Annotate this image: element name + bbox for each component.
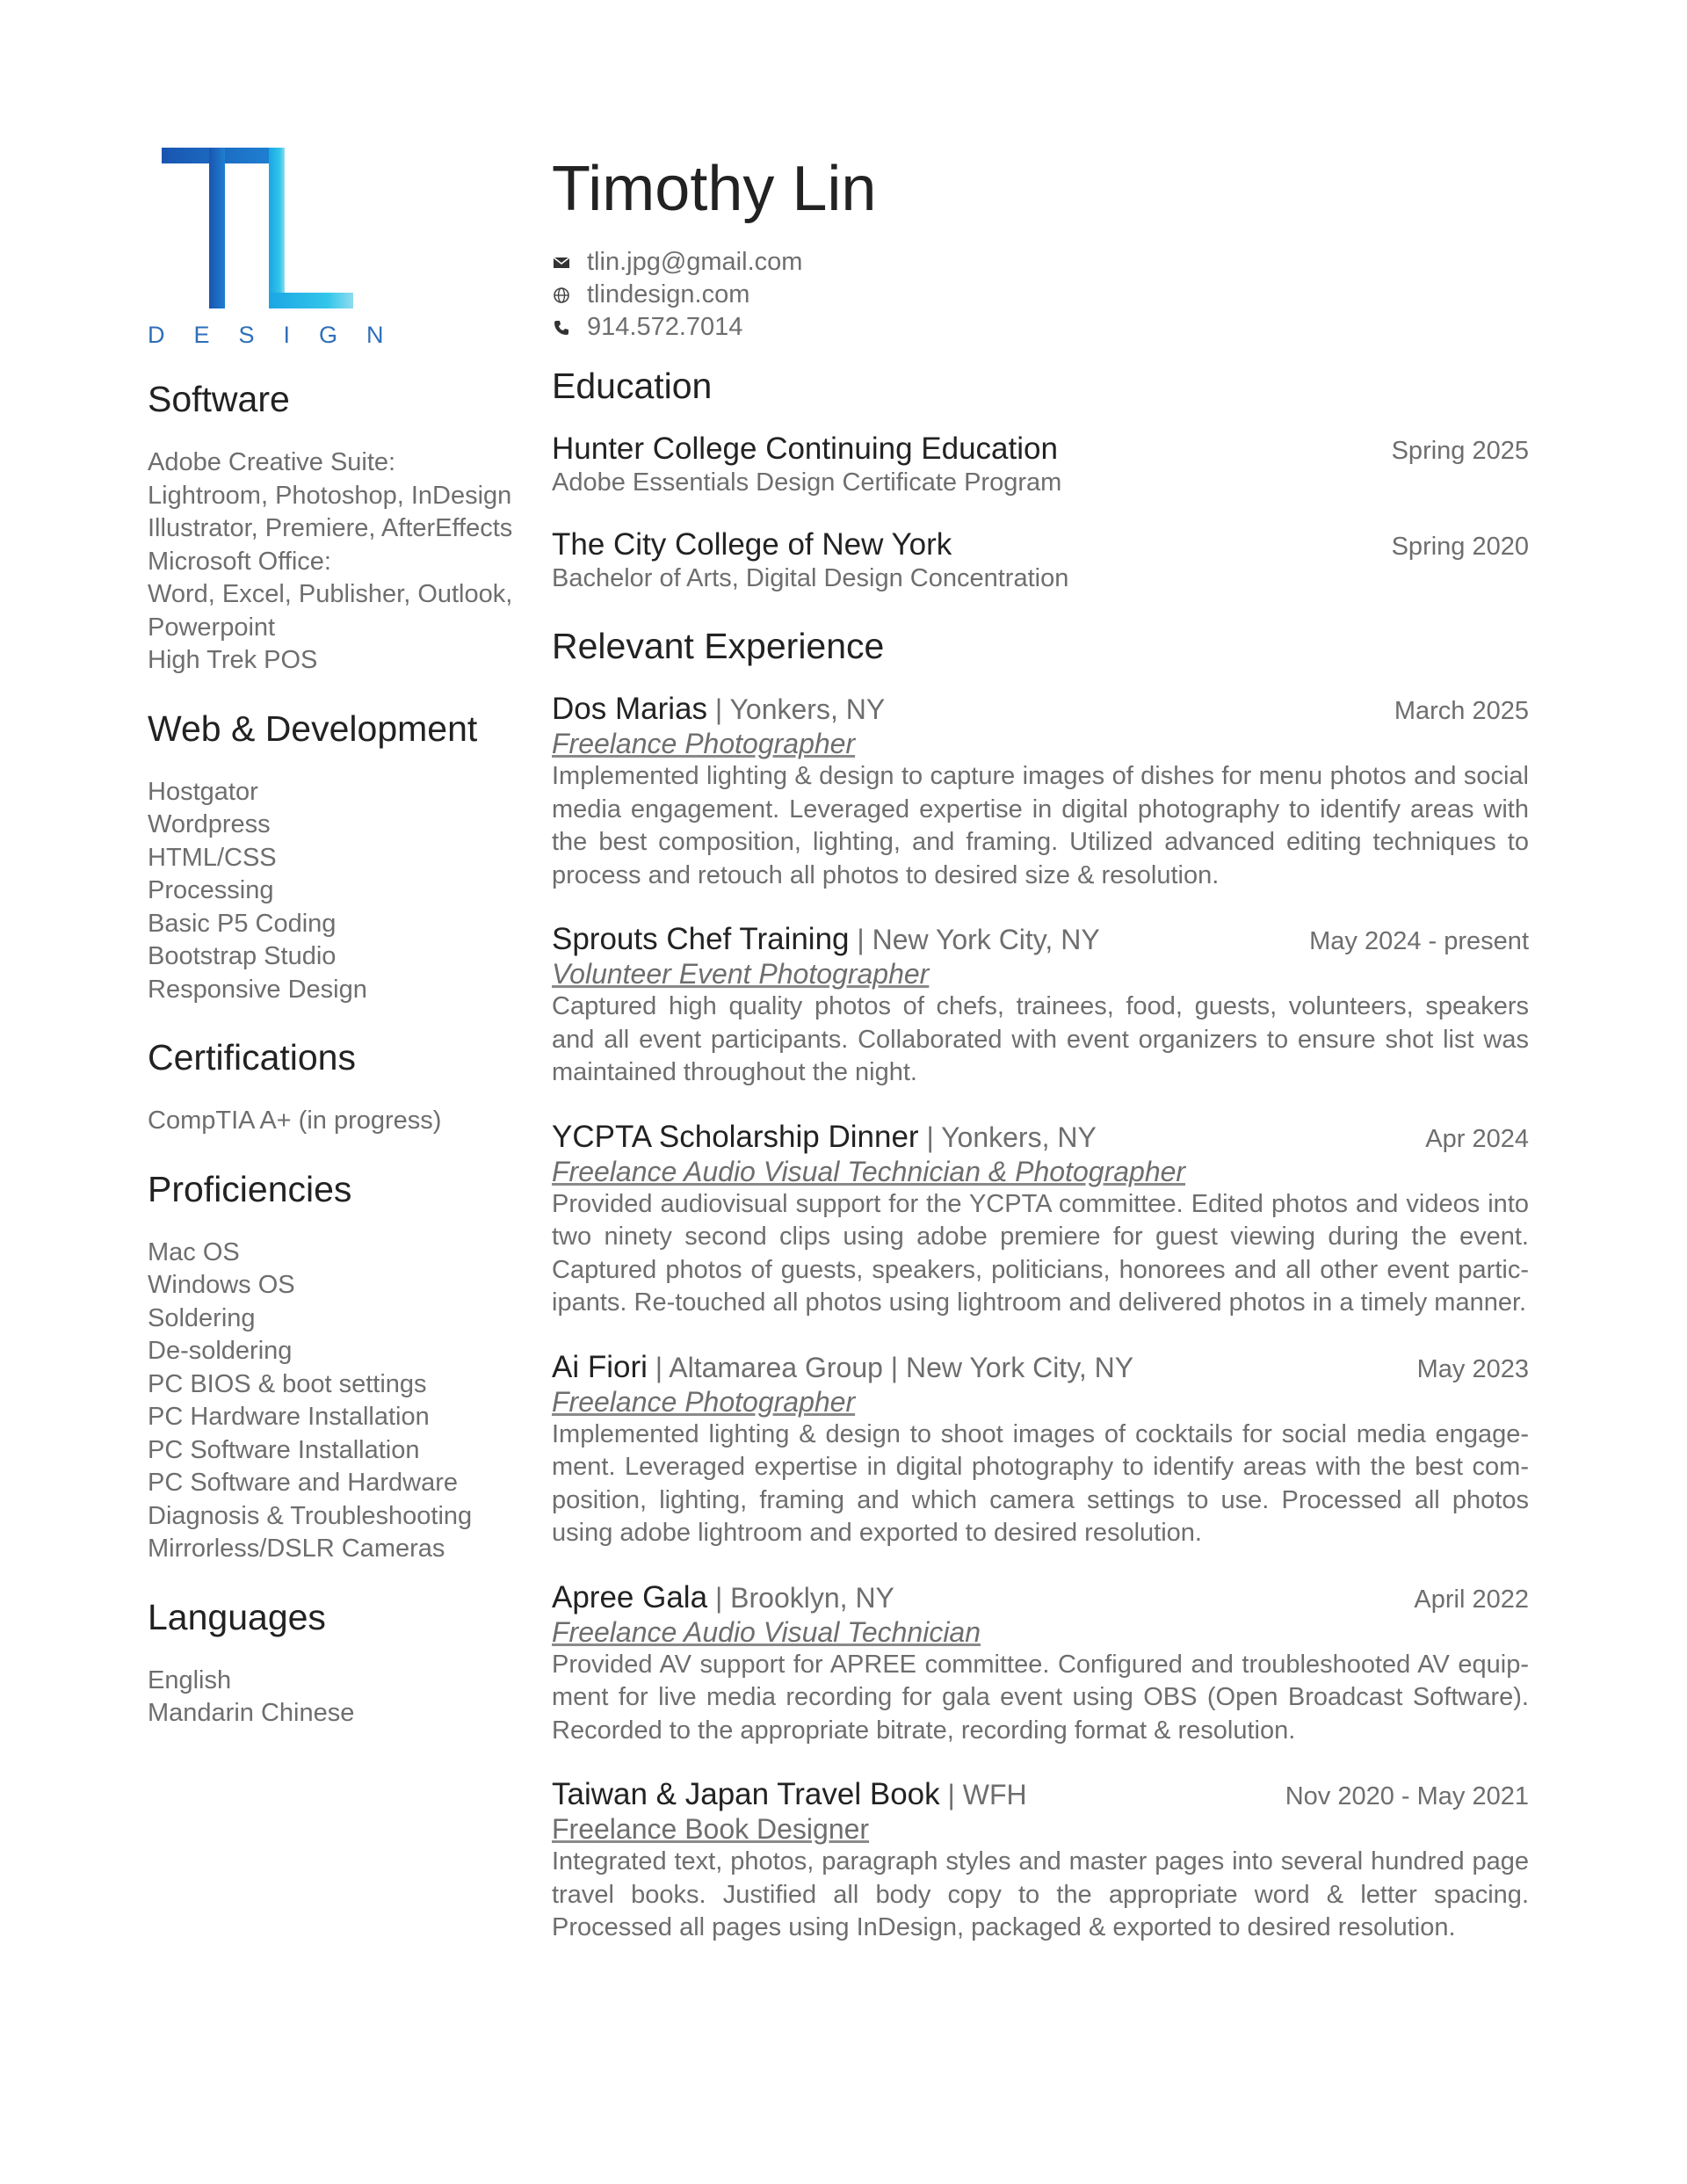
languages-section [148,1594,534,1731]
education-program: Adobe Essentials Design Certificate Program [552,468,1062,497]
proficiency-item: Windows OS [148,1271,295,1299]
experience-role: Freelance Photographer [552,1385,856,1418]
experience-entry [552,1350,1529,1550]
software-section [148,376,534,678]
experience-description: Provided AV support for APREE committee. Configured and troubleshooted AV equip-ment for live media recording for gala event using OBS (Open Broadcast Software). Recorded to the appropriate bitrate, recording format & resolution. [552,1650,1529,1745]
experience-heading: Relevant Experience [552,626,885,666]
experience-entry [552,692,1529,892]
web-dev-item: Wordpress [148,810,271,838]
language-item: English [148,1665,232,1694]
education-date: Spring 2020 [1391,533,1529,561]
software-item: Lightroom, Photoshop, InDesign [148,481,512,510]
web-dev-section [148,706,534,1007]
software-item: Powerpoint [148,613,276,642]
school-name: Hunter College Continuing Education [552,432,1058,466]
proficiencies-heading: Proficiencies [148,1168,352,1209]
experience-role: Freelance Audio Visual Technician [552,1615,981,1648]
email-text[interactable]: tlin.jpg@gmail.com [587,248,803,276]
experience-role: Freelance Photographer [552,728,856,759]
education-heading: Education [552,366,713,406]
proficiency-item: Mac OS [148,1237,240,1266]
globe-icon [552,286,571,305]
language-item: Mandarin Chinese [148,1699,355,1727]
person-name: Timothy Lin [552,154,877,224]
experience-description: Captured high quality photos of chefs, trainees, food, guests, volunteers, speakers and all event participants. Collaborated with event organizers to ensure shot list was maintained throughout the night. [552,992,1529,1086]
experience-org: Dos Marias [552,692,707,726]
experience-date: April 2022 [1414,1585,1529,1614]
experience-description: Implemented lighting & design to capture images of dishes for menu photos and social media engagement. Leveraged expertise in digital photography to identify areas with the best composition, lighting, and framing. Utilized advanced editing techniques to process and retouch all photos to desired size & resolution. [552,762,1529,889]
certification-item: CompTIA A+ (in progress) [148,1107,442,1135]
certifications-heading: Certifications [148,1037,356,1077]
web-dev-item: HTML/CSS [148,843,277,872]
envelope-icon [552,253,571,272]
experience-org: Ai Fiori [552,1349,648,1384]
software-heading: Software [148,379,290,419]
web-dev-item: Processing [148,876,274,904]
experience-org: YCPTA Scholarship Dinner [552,1119,919,1154]
web-dev-item: Bootstrap Studio [148,942,337,970]
proficiency-item: PC Software and Hardware [148,1469,458,1497]
software-item: Microsoft Office: [148,547,331,576]
experience-entry [552,1777,1529,1945]
proficiency-item: De-soldering [148,1337,293,1365]
experience-location: | WFH [939,1779,1027,1810]
software-item: High Trek POS [148,646,318,674]
experience-role: Freelance Audio Visual Technician & Photographer [552,1155,1186,1187]
web-dev-heading: Web & Development [148,707,478,749]
phone-text[interactable]: 914.572.7014 [587,313,743,341]
experience-role: Freelance Book Designer [552,1813,870,1845]
experience-date: March 2025 [1394,697,1529,725]
languages-heading: Languages [148,1596,326,1637]
experience-entry [552,1580,1529,1748]
proficiencies-section [148,1166,534,1566]
proficiency-item: PC Hardware Installation [148,1403,430,1431]
proficiency-item: PC BIOS & boot settings [148,1369,427,1398]
contact-phone[interactable] [552,311,1529,344]
proficiency-item: Diagnosis & Troubleshooting [148,1501,473,1530]
experience-description: Provided audiovisual support for the YCPTA committee. Edited photos and videos into two ninety second clips using adobe premiere for guest viewing during the event. Captured photos of guests, speakers, politicians, honorees and all other event partic-ipants. Re-touched all photos using lightroom and delivered photos in a timely manner. [552,1189,1529,1317]
experience-location: | Yonkers, NY [918,1121,1097,1153]
software-item: Word, Excel, Publisher, Outlook, [148,580,513,608]
education-program: Bachelor of Arts, Digital Design Concentration [552,564,1069,592]
proficiency-item: Soldering [148,1303,256,1332]
sidebar [148,376,534,1759]
experience-role: Volunteer Event Photographer [552,958,930,990]
tl-design-logo [148,148,413,359]
main-content [552,149,1529,1975]
certifications-section [148,1034,534,1138]
experience-description: Implemented lighting & design to shoot images of cocktails for social media engage-ment. Leveraged expertise in digital photography to identify areas with the best com-position, lighting, framing and which camera settings to use. Processed all photos using adobe lightroom and exported to desired resolution. [552,1419,1529,1547]
software-item: Illustrator, Premiere, AfterEffects [148,514,513,542]
experience-location: | Altamarea Group | New York City, NY [647,1351,1134,1383]
education-entry [552,432,1529,499]
experience-org: Apree Gala [552,1579,708,1614]
website-text[interactable]: tlindesign.com [587,280,750,308]
web-dev-item: Responsive Design [148,975,367,1004]
logo-wordmark: DESIGN [148,322,413,348]
experience-location: | New York City, NY [849,924,1100,955]
experience-org: Sprouts Chef Training [552,922,850,956]
experience-date: Nov 2020 - May 2021 [1285,1782,1529,1810]
experience-entry [552,922,1529,1090]
experience-date: May 2024 - present [1309,927,1529,955]
experience-description: Integrated text, photos, paragraph styles and master pages into several hundred page travel books. Justified all body copy to the appropriate word & letter spacing. Processed all pages using InDesign, packaged & exported to desired resolution. [552,1847,1529,1941]
education-entry [552,527,1529,595]
tl-monogram-icon [148,148,385,315]
education-date: Spring 2025 [1391,437,1529,465]
experience-date: May 2023 [1416,1354,1529,1383]
web-dev-item: Basic P5 Coding [148,909,337,938]
experience-location: | Brooklyn, NY [707,1581,894,1614]
experience-org: Taiwan & Japan Travel Book [552,1777,940,1811]
experience-entry [552,1120,1529,1320]
contact-email[interactable] [552,246,1529,279]
experience-date: Apr 2024 [1425,1124,1529,1153]
phone-icon [552,318,571,337]
software-item: Adobe Creative Suite: [148,448,396,476]
web-dev-item: Hostgator [148,777,258,806]
proficiency-item: Mirrorless/DSLR Cameras [148,1535,445,1563]
school-name: The City College of New York [552,527,952,562]
experience-location: | Yonkers, NY [706,693,886,725]
contact-website[interactable] [552,279,1529,311]
proficiency-item: PC Software Installation [148,1435,420,1464]
